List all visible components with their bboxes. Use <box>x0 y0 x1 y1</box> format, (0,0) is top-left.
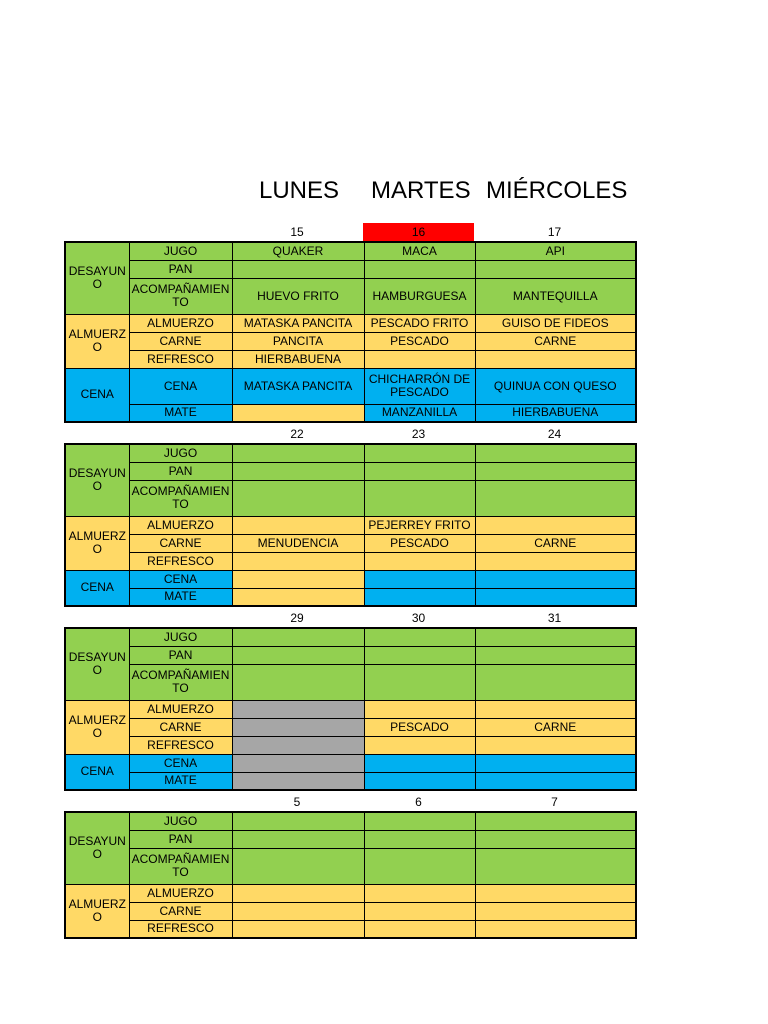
category-cena: CENA <box>65 754 129 790</box>
row-label-carne: CARNE <box>129 534 232 552</box>
row-label-mate: MATE <box>129 404 232 422</box>
row-label-carne: CARNE <box>129 332 232 350</box>
cell <box>232 848 364 884</box>
cell: PANCITA <box>232 332 364 350</box>
row-label-carne: CARNE <box>129 902 232 920</box>
category-cena: CENA <box>65 570 129 606</box>
cell: PESCADO FRITO <box>364 314 475 332</box>
menu-table <box>64 443 637 607</box>
cell: MATASKA PANCITA <box>232 314 364 332</box>
row-label-refresco: REFRESCO <box>129 552 232 570</box>
cell: QUAKER <box>232 242 364 260</box>
cell <box>475 646 636 664</box>
cell <box>475 884 636 902</box>
cell <box>232 664 364 700</box>
date-cell: 15 <box>290 225 304 239</box>
cell: HIERBABUENA <box>232 350 364 368</box>
cell <box>232 772 364 790</box>
date-cell: 30 <box>411 611 426 625</box>
cell <box>475 700 636 718</box>
cell <box>364 830 475 848</box>
cell: CHICHARRÓN DE PESCADO <box>364 368 475 404</box>
cell <box>232 736 364 754</box>
cell <box>364 480 475 516</box>
cell <box>475 588 636 606</box>
row-label-carne: CARNE <box>129 718 232 736</box>
cell <box>364 884 475 902</box>
row-label-cena: CENA <box>129 754 232 772</box>
date-cell: 29 <box>290 611 304 625</box>
menu-table <box>64 811 637 939</box>
cell: HUEVO FRITO <box>232 278 364 314</box>
day-header-martes: MARTES <box>371 177 471 204</box>
cell <box>232 462 364 480</box>
cell <box>475 350 636 368</box>
date-cell: 24 <box>547 427 562 441</box>
cell <box>232 902 364 920</box>
row-label-almuerzo: ALMUERZO <box>129 884 232 902</box>
date-cell: 31 <box>547 611 562 625</box>
cell: MACA <box>364 242 475 260</box>
cell: CARNE <box>475 332 636 350</box>
row-label-acompanamiento: ACOMPAÑAMIENTO <box>129 480 232 516</box>
row-label-refresco: REFRESCO <box>129 736 232 754</box>
category-cena: CENA <box>65 368 129 422</box>
cell <box>232 700 364 718</box>
cell <box>364 920 475 938</box>
cell <box>475 628 636 646</box>
cell <box>364 444 475 462</box>
cell <box>475 552 636 570</box>
cell <box>364 260 475 278</box>
cell <box>475 772 636 790</box>
date-cell: 23 <box>411 427 426 441</box>
cell <box>475 754 636 772</box>
cell <box>364 736 475 754</box>
date-cell: 5 <box>293 795 301 809</box>
week-dates <box>64 609 635 627</box>
cell <box>364 902 475 920</box>
cell <box>364 588 475 606</box>
cell <box>475 444 636 462</box>
cell <box>232 570 364 588</box>
cell <box>232 920 364 938</box>
cell <box>232 444 364 462</box>
menu-table <box>64 627 637 791</box>
category-desayuno: DESAYUNO <box>65 242 129 314</box>
cell <box>475 570 636 588</box>
cell <box>475 830 636 848</box>
cell <box>232 628 364 646</box>
cell <box>475 736 636 754</box>
cell: MANTEQUILLA <box>475 278 636 314</box>
cell <box>475 812 636 830</box>
row-label-almuerzo: ALMUERZO <box>129 314 232 332</box>
date-cell: 22 <box>290 427 304 441</box>
row-label-mate: MATE <box>129 772 232 790</box>
cell <box>232 552 364 570</box>
cell: MANZANILLA <box>364 404 475 422</box>
date-cell: 17 <box>547 225 562 239</box>
cell: CARNE <box>475 534 636 552</box>
row-label-pan: PAN <box>129 260 232 278</box>
cell <box>232 812 364 830</box>
cell <box>232 718 364 736</box>
cell: PESCADO <box>364 534 475 552</box>
cell <box>364 646 475 664</box>
category-desayuno: DESAYUNO <box>65 444 129 516</box>
row-label-pan: PAN <box>129 646 232 664</box>
row-label-refresco: REFRESCO <box>129 350 232 368</box>
row-label-acompanamiento: ACOMPAÑAMIENTO <box>129 848 232 884</box>
cell <box>364 664 475 700</box>
cell <box>232 884 364 902</box>
row-label-acompanamiento: ACOMPAÑAMIENTO <box>129 278 232 314</box>
cell: CARNE <box>475 718 636 736</box>
cell: PESCADO <box>364 332 475 350</box>
cell <box>364 848 475 884</box>
cell: MENUDENCIA <box>232 534 364 552</box>
date-cell: 6 <box>415 795 422 809</box>
cell <box>232 404 364 422</box>
cell <box>475 260 636 278</box>
cell <box>232 588 364 606</box>
cell <box>232 646 364 664</box>
cell: API <box>475 242 636 260</box>
cell <box>232 480 364 516</box>
category-desayuno: DESAYUNO <box>65 812 129 884</box>
category-almuerzo: ALMUERZO <box>65 314 129 368</box>
day-header-miercoles: MIÉRCOLES <box>486 177 628 204</box>
cell: HIERBABUENA <box>475 404 636 422</box>
cell <box>475 848 636 884</box>
date-cell-highlighted: 16 <box>363 223 474 241</box>
cell <box>232 754 364 772</box>
cell: PESCADO <box>364 718 475 736</box>
cell: MATASKA PANCITA <box>232 368 364 404</box>
cell <box>475 920 636 938</box>
cell <box>364 628 475 646</box>
cell <box>475 480 636 516</box>
week-dates <box>64 793 635 811</box>
category-almuerzo: ALMUERZO <box>65 516 129 570</box>
category-desayuno: DESAYUNO <box>65 628 129 700</box>
cell: PEJERREY FRITO <box>364 516 475 534</box>
cell <box>364 462 475 480</box>
row-label-almuerzo: ALMUERZO <box>129 516 232 534</box>
week-dates <box>64 425 635 443</box>
row-label-acompanamiento: ACOMPAÑAMIENTO <box>129 664 232 700</box>
menu-table <box>64 241 637 423</box>
cell: GUISO DE FIDEOS <box>475 314 636 332</box>
category-almuerzo: ALMUERZO <box>65 700 129 754</box>
cell <box>364 812 475 830</box>
row-label-pan: PAN <box>129 462 232 480</box>
cell <box>475 902 636 920</box>
date-cell: 7 <box>551 795 558 809</box>
row-label-almuerzo: ALMUERZO <box>129 700 232 718</box>
category-almuerzo: ALMUERZO <box>65 884 129 938</box>
cell <box>232 830 364 848</box>
cell <box>364 552 475 570</box>
cell <box>475 516 636 534</box>
cell <box>232 516 364 534</box>
row-label-jugo: JUGO <box>129 628 232 646</box>
row-label-cena: CENA <box>129 368 232 404</box>
week-dates <box>64 223 635 241</box>
day-header-lunes: LUNES <box>259 177 340 204</box>
row-label-jugo: JUGO <box>129 812 232 830</box>
cell <box>364 700 475 718</box>
row-label-jugo: JUGO <box>129 242 232 260</box>
row-label-jugo: JUGO <box>129 444 232 462</box>
row-label-cena: CENA <box>129 570 232 588</box>
row-label-mate: MATE <box>129 588 232 606</box>
cell <box>475 664 636 700</box>
cell <box>364 350 475 368</box>
cell: QUINUA CON QUESO <box>475 368 636 404</box>
row-label-pan: PAN <box>129 830 232 848</box>
cell <box>364 772 475 790</box>
cell <box>475 462 636 480</box>
row-label-refresco: REFRESCO <box>129 920 232 938</box>
cell <box>364 570 475 588</box>
cell <box>364 754 475 772</box>
cell <box>232 260 364 278</box>
cell: HAMBURGUESA <box>364 278 475 314</box>
